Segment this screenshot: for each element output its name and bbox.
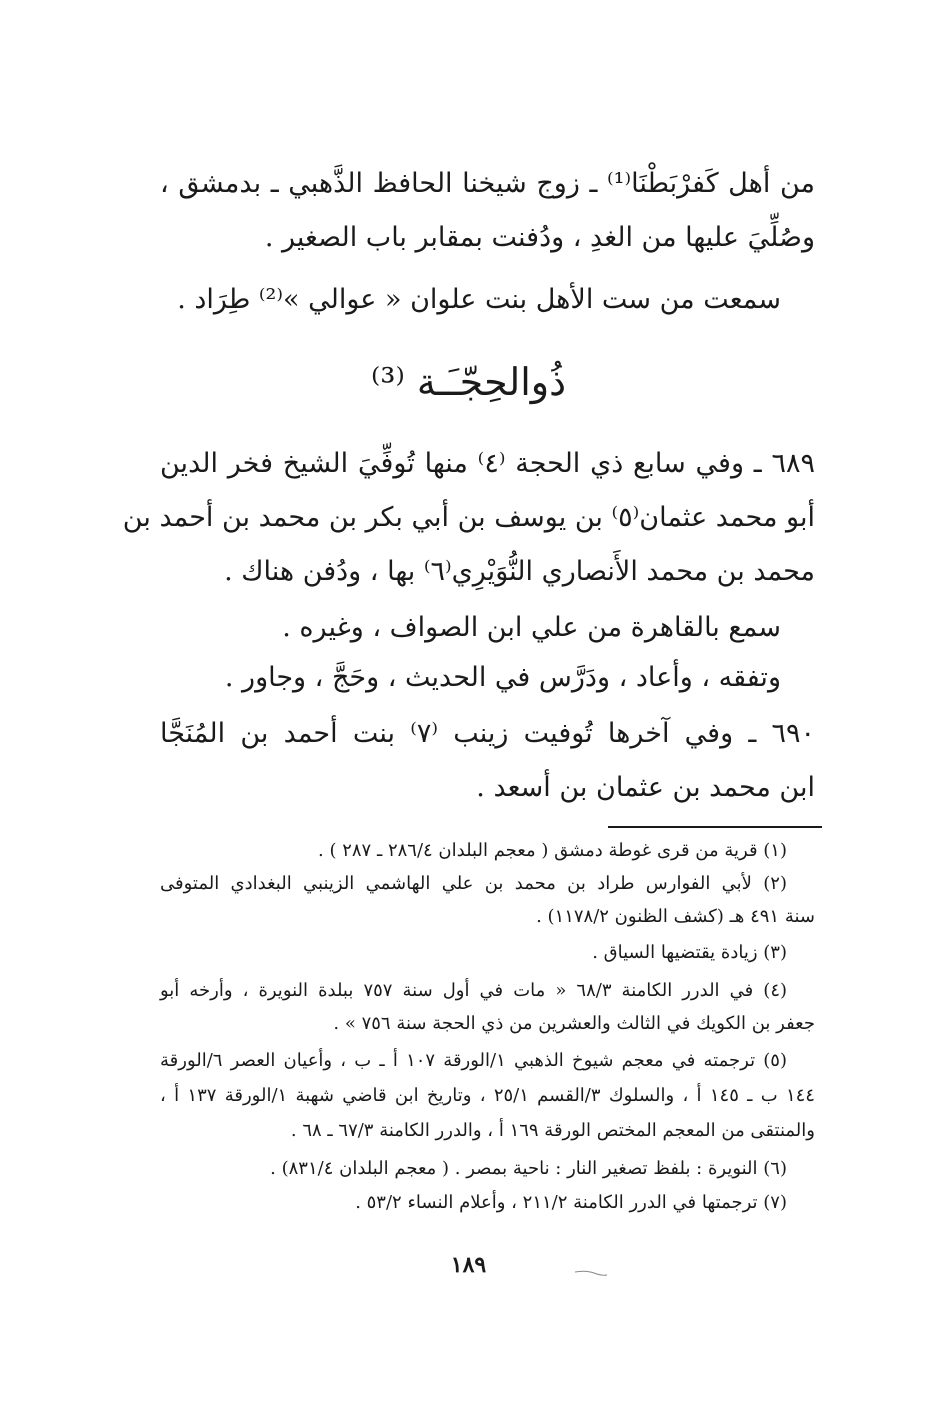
entry-690-line-2: ابن محمد بن عثمان بن أسعد . xyxy=(476,772,815,803)
footnote-3: (٣) زيادة يقتضيها السياق . xyxy=(592,942,787,963)
section-heading: ذُوالحِجّـَـة ⁽³⁾ xyxy=(370,360,567,404)
entry-689-line-1: ٦٨٩ ـ وفي سابع ذي الحجة ⁽٤⁾ منها تُوفِّيَ الشيخ فخر الدين xyxy=(160,448,815,479)
entry-689-line-2: أبو محمد عثمان⁽٥⁾ بن يوسف بن أبي بكر بن محمد بن أحمد بن xyxy=(122,502,815,533)
paragraph-1-line-2: وصُلِّيَ عليها من الغدِ ، ودُفنت بمقابر باب الصغير . xyxy=(264,222,815,253)
footnote-2-line-1: (٢) لأبي الفوارس طراد بن محمد بن علي الهاشمي الزينبي البغدادي المتوفى xyxy=(160,873,787,894)
footnote-5-line-2: ١٤٤ ب ـ ١٤٥ أ ، والسلوك ٣/القسم ٢٥/١ ، وتاريخ ابن قاضي شهبة ١/الورقة ١٣٧ أ ، xyxy=(160,1085,815,1106)
footnote-1: (١) قرية من قرى غوطة دمشق ( معجم البلدان ٢٨٦/٤ ـ ٢٨٧ ) . xyxy=(318,840,787,861)
page-number: ١٨٩ xyxy=(450,1252,487,1278)
footnote-divider xyxy=(608,826,822,828)
entry-689-line-3: محمد بن محمد الأَنصاري النُّوَيْرِي⁽٦⁾ بها ، ودُفن هناك . xyxy=(224,556,815,587)
entry-689-heard: سمع بالقاهرة من علي ابن الصواف ، وغيره . xyxy=(282,612,781,643)
footnote-2-line-2: سنة ٤٩١ هـ (كشف الظنون ١١٧٨/٢) . xyxy=(536,906,815,927)
footnote-4-line-2: جعفر بن الكويك في الثالث والعشرين من ذي الحجة سنة ٧٥٦ » . xyxy=(333,1013,815,1034)
entry-689-activity: وتفقه ، وأعاد ، ودَرَّس في الحديث ، وحَجَّ ، وجاور . xyxy=(224,662,781,693)
footnote-5-line-3: والمنتقى من المعجم المختص الورقة ١٦٩ أ ، والدرر الكامنة ٦٧/٣ ـ ٦٨ . xyxy=(290,1120,815,1141)
footnote-7: (٧) ترجمتها في الدرر الكامنة ٢١١/٢ ، وأعلام النساء ٥٣/٢ . xyxy=(355,1192,787,1213)
scan-smudge xyxy=(574,1270,608,1276)
footnote-6: (٦) النويرة : بلفظ تصغير النار : ناحية بمصر . ( معجم البلدان ٨٣١/٤) . xyxy=(270,1158,787,1179)
paragraph-2: سمعت من ست الأهل بنت علوان « عوالي »⁽²⁾ طِرَاد . xyxy=(177,284,781,315)
paragraph-1-line-1: من أهل كَفرْبَطْنَا⁽¹⁾ ـ زوج شيخنا الحافظ الذَّهبي ـ بدمشق ، xyxy=(160,168,815,199)
footnote-5-line-1: (٥) ترجمته في معجم شيوخ الذهبي ١/الورقة ١٠٧ أ ـ ب ، وأعيان العصر ٦/الورقة xyxy=(160,1050,787,1071)
entry-690-line-1: ٦٩٠ ـ وفي آخرها تُوفيت زينب ⁽٧⁾ بنت أحمد بن المُنَجَّا xyxy=(160,718,815,749)
footnote-4-line-1: (٤) في الدرر الكامنة ٦٨/٣ « مات في أول سنة ٧٥٧ ببلدة النويرة ، وأرخه أبو xyxy=(160,980,788,1001)
